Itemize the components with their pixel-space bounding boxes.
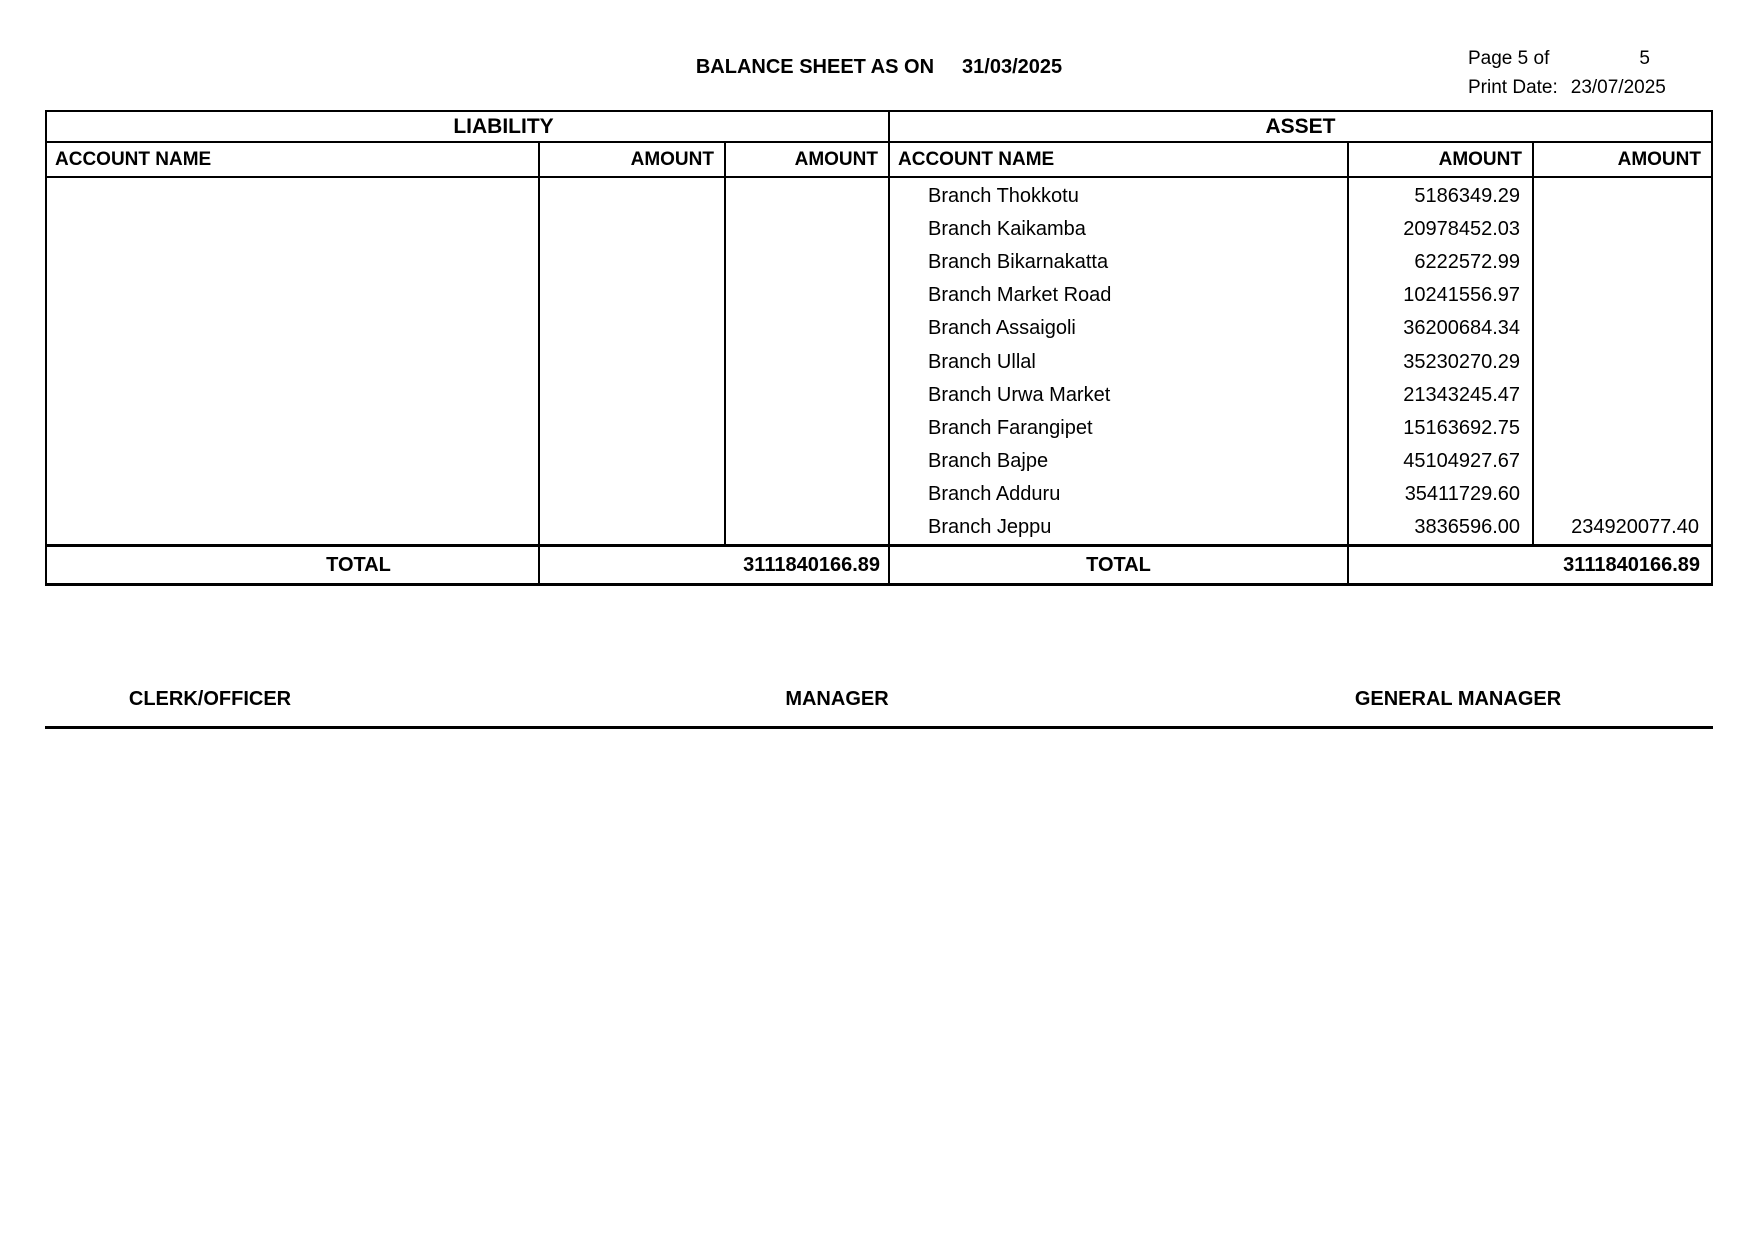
branch-name-cell: Branch Bajpe	[928, 449, 1049, 472]
liability-amount2-column	[726, 178, 890, 544]
page-number-total: 5	[1639, 48, 1650, 69]
page-info-block	[1468, 44, 1680, 102]
liability-account-column	[47, 178, 540, 544]
branch-amount2-cell	[1534, 379, 1711, 412]
clerk-officer-signature-label: CLERK/OFFICER	[128, 688, 292, 710]
branch-amount2-cell	[1534, 180, 1711, 213]
general-manager-signature-label: GENERAL MANAGER	[1354, 688, 1562, 710]
branch-name-cell: Branch Farangipet	[928, 416, 1093, 439]
manager-signature-label: MANAGER	[785, 688, 889, 710]
branch-amount-cell: 5186349.29	[1414, 185, 1520, 208]
branch-amount-cell: 35411729.60	[1404, 482, 1520, 505]
report-title-date: 31/03/2025	[962, 56, 1063, 78]
asset-amount1-header: AMOUNT	[1349, 143, 1534, 176]
page-number-row	[1468, 44, 1650, 73]
print-date-row	[1468, 73, 1680, 102]
balance-sheet-table	[45, 110, 1713, 586]
branch-name-cell: Branch Kaikamba	[928, 218, 1086, 241]
branch-amount-cell: 10241556.97	[1403, 284, 1520, 307]
asset-amount1-column	[1349, 178, 1534, 544]
liability-account-name-header: ACCOUNT NAME	[47, 143, 540, 176]
branch-name-cell: Branch Jeppu	[928, 515, 1052, 538]
branch-amount2-cell	[1534, 279, 1711, 312]
report-title	[45, 56, 1713, 79]
asset-amount2-column	[1534, 178, 1711, 544]
branch-amount2-cell	[1534, 478, 1711, 511]
liability-amount1-column	[540, 178, 726, 544]
section-header-row	[47, 112, 1711, 143]
asset-account-column	[890, 178, 1349, 544]
asset-account-name-header: ACCOUNT NAME	[890, 143, 1349, 176]
branch-name-cell: Branch Thokkotu	[928, 185, 1079, 208]
branch-name-cell: Branch Assaigoli	[928, 317, 1076, 340]
liability-amount1-header: AMOUNT	[540, 143, 726, 176]
branch-amount2-cell: 234920077.40	[1571, 515, 1699, 538]
branch-amount2-cell	[1534, 412, 1711, 445]
branch-name-cell: Branch Bikarnakatta	[928, 251, 1109, 274]
total-row	[47, 547, 1711, 583]
asset-section-header: ASSET	[1265, 114, 1336, 138]
branch-name-cell: Branch Ullal	[928, 350, 1036, 373]
branch-amount-cell: 21343245.47	[1403, 383, 1520, 406]
branch-amount-cell: 3836596.00	[1414, 515, 1520, 538]
signature-rule-line	[45, 726, 1713, 729]
branch-name-cell: Branch Adduru	[928, 482, 1061, 505]
branch-amount-cell: 45104927.67	[1403, 449, 1520, 472]
liability-section-header: LIABILITY	[47, 112, 890, 141]
branch-amount-cell: 15163692.75	[1403, 416, 1520, 439]
report-title-label: BALANCE SHEET AS ON	[695, 56, 935, 78]
asset-total-amount: 3111840166.89	[1563, 553, 1700, 576]
asset-total-label: TOTAL	[890, 547, 1349, 583]
asset-amount2-header: AMOUNT	[1617, 148, 1701, 170]
page-number-label: Page 5 of	[1468, 48, 1550, 69]
print-date-value: 23/07/2025	[1570, 77, 1666, 98]
branch-amount-cell: 36200684.34	[1403, 317, 1520, 340]
liability-total-label: TOTAL	[47, 547, 540, 583]
branch-amount2-cell	[1534, 213, 1711, 246]
branch-amount2-cell	[1534, 445, 1711, 478]
branch-amount-cell: 6222572.99	[1414, 251, 1520, 274]
branch-amount-cell: 35230270.29	[1403, 350, 1520, 373]
branch-amount2-cell	[1534, 246, 1711, 279]
print-date-label: Print Date:	[1468, 77, 1558, 98]
branch-amount2-cell	[1534, 345, 1711, 378]
liability-total-amount: 3111840166.89	[540, 547, 890, 583]
branch-amount-cell: 20978452.03	[1403, 218, 1520, 241]
table-body	[47, 178, 1711, 547]
column-header-row	[47, 143, 1711, 178]
branch-name-cell: Branch Urwa Market	[928, 383, 1111, 406]
liability-amount2-header: AMOUNT	[726, 143, 890, 176]
branch-name-cell: Branch Market Road	[928, 284, 1112, 307]
branch-amount2-cell	[1534, 312, 1711, 345]
